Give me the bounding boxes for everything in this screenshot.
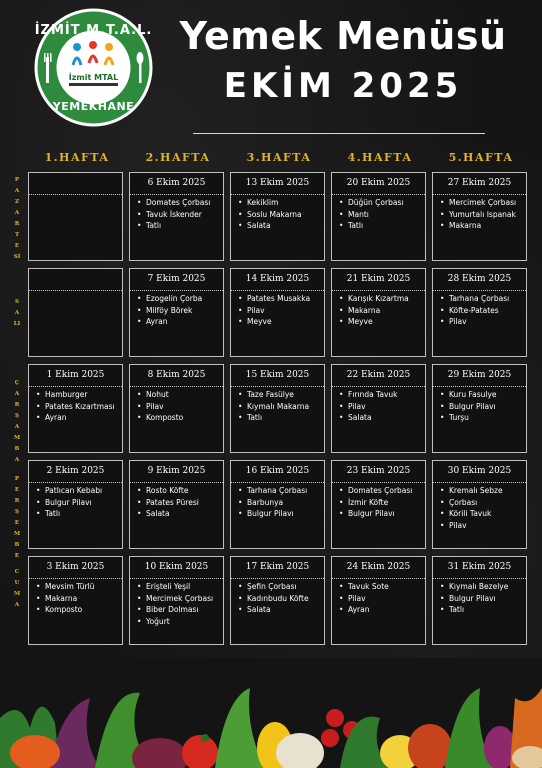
menu-cell [129,268,224,357]
day-label-thursday [10,474,24,562]
meal-item: • Tatlı [45,508,122,520]
meal-list [130,483,223,520]
meal-list [433,291,526,328]
meal-list [231,195,324,232]
meal-item: • Salata [348,412,425,424]
meal-item: • Bulgur Pilavı [449,593,526,605]
meal-list [130,387,223,424]
menu-cell [129,172,224,261]
cell-date: 24 Ekim 2025 [332,557,425,579]
meal-item: • Ayran [348,604,425,616]
meal-list [29,579,122,616]
cell-date: 30 Ekim 2025 [433,461,526,483]
meal-list [29,387,122,424]
meal-item: • Tavuk İskender [146,209,223,221]
cell-date: 16 Ekim 2025 [231,461,324,483]
meal-item: • Salata [146,508,223,520]
week-header-5: 5.HAFTA [448,151,514,164]
meal-item: • Ezogelin Çorba [146,293,223,305]
page-title: Yemek Menüsü [179,14,507,58]
logo-top-text: İZMİT M.T.A.L. [34,23,153,38]
meal-item: • Komposto [146,412,223,424]
meal-item: • Turşu [449,412,526,424]
cell-date: 6 Ekim 2025 [130,173,223,195]
menu-cell [28,460,123,549]
cell-date: 7 Ekim 2025 [130,269,223,291]
cell-date: 23 Ekim 2025 [332,461,425,483]
meal-item: • Tarhana Çorbası [449,293,526,305]
week-header-1: 1.HAFTA [44,151,110,164]
menu-cell [331,556,426,645]
menu-cell [331,268,426,357]
meal-item: • Tavuk Sote [348,581,425,593]
page-subtitle-month: EKİM 2025 [223,66,463,106]
cell-date: 22 Ekim 2025 [332,365,425,387]
meal-list [332,387,425,424]
meal-item: • Salata [247,220,324,232]
meal-item: • Kıymalı Makarna [247,401,324,413]
week-header-2: 2.HAFTA [145,151,211,164]
day-label-monday [10,175,24,263]
menu-cell [432,460,527,549]
meal-item: • Patlıcan Kebabı [45,485,122,497]
menu-cell [129,556,224,645]
menu-cell [230,556,325,645]
meal-item: • Pilav [247,305,324,317]
meal-list [231,291,324,328]
meal-item: • Mercimek Çorbası [146,593,223,605]
meal-item: • Biber Dolması [146,604,223,616]
meal-list [29,195,122,197]
meal-item: • Makarna [45,593,122,605]
day-label-text: ÇARŞAMBA [13,380,21,463]
menu-cell [129,364,224,453]
meal-item: • Meyve [348,316,425,328]
meal-item: • Karışık Kızartma [348,293,425,305]
meal-item: • Pilav [449,316,526,328]
meal-item: • Körili Tavuk [449,508,526,520]
meal-item: • Pilav [146,401,223,413]
meal-item: • Nohut [146,389,223,401]
cell-date: 8 Ekim 2025 [130,365,223,387]
meal-item: • Şefin Çorbası [247,581,324,593]
menu-cell [230,172,325,261]
meal-item: • Pilav [348,401,425,413]
cell-date [29,269,122,291]
meal-list [29,483,122,520]
week-header-4: 4.HAFTA [347,151,413,164]
meal-item: • Pilav [449,520,526,532]
meal-item: • Kıymalı Bezelye [449,581,526,593]
cell-date: 27 Ekim 2025 [433,173,526,195]
meal-item: • Düğün Çorbası [348,197,425,209]
menu-cell [331,364,426,453]
meal-item: • Tatlı [146,220,223,232]
meal-item: • Ayran [45,412,122,424]
cell-date: 13 Ekim 2025 [231,173,324,195]
day-label-friday [10,567,24,611]
cell-date: 28 Ekim 2025 [433,269,526,291]
school-logo [33,7,154,128]
meal-item: • Mercimek Çorbası [449,197,526,209]
meal-item: • Kremalı Sebze [449,485,526,497]
cell-date: 31 Ekim 2025 [433,557,526,579]
meal-list [332,579,425,616]
cell-date: 1 Ekim 2025 [29,365,122,387]
cell-date: 2 Ekim 2025 [29,461,122,483]
cell-date: 20 Ekim 2025 [332,173,425,195]
meal-list [130,195,223,232]
meal-item: • Pilav [348,593,425,605]
logo-bottom-text: YEMEKHANE [52,100,135,113]
meal-item: • Fırında Tavuk [348,389,425,401]
meal-item: • Salata [247,604,324,616]
meal-item: • Ayran [146,316,223,328]
meal-item: • Kekiklim [247,197,324,209]
cell-date: 17 Ekim 2025 [231,557,324,579]
meal-item: • Kuru Fasulye [449,389,526,401]
cell-date: 21 Ekim 2025 [332,269,425,291]
meal-item: • Erişteli Yeşil [146,581,223,593]
meal-item: • Mevsim Türlü [45,581,122,593]
meal-list [433,387,526,424]
menu-cell [129,460,224,549]
meal-item: • Bulgur Pilavı [449,401,526,413]
meal-item: • Komposto [45,604,122,616]
cell-date: 3 Ekim 2025 [29,557,122,579]
day-label-wednesday [10,378,24,466]
meal-item: • Patates Kızartması [45,401,122,413]
meal-item: • Hamburger [45,389,122,401]
cell-date: 9 Ekim 2025 [130,461,223,483]
meal-list [433,483,526,531]
meal-item: • Patates Musakka [247,293,324,305]
menu-cell [230,460,325,549]
meal-item: • Çorbası [449,497,526,509]
meal-item: • Domates Çorbası [348,485,425,497]
day-label-tuesday [10,297,24,330]
cell-date: 10 Ekim 2025 [130,557,223,579]
logo-middle-text: İzmit MTAL [68,73,119,82]
meal-item: • Mantı [348,209,425,221]
meal-item: • Tarhana Çorbası [247,485,324,497]
menu-cell [28,556,123,645]
meal-item: • Tatlı [449,604,526,616]
day-label-text: SALI [13,299,21,327]
meal-list [332,483,425,520]
meal-item: • Domates Çorbası [146,197,223,209]
menu-cell [432,364,527,453]
cell-date: 14 Ekim 2025 [231,269,324,291]
day-label-text: PAZARTESİ [13,177,21,260]
menu-cell [230,268,325,357]
meal-item: • Milföy Börek [146,305,223,317]
meal-list [433,195,526,232]
meal-item: • Meyve [247,316,324,328]
menu-cell [28,364,123,453]
meal-item: • Soslu Makarna [247,209,324,221]
menu-cell [331,460,426,549]
week-header-3: 3.HAFTA [246,151,312,164]
meal-list [332,291,425,328]
menu-cell [230,364,325,453]
day-label-text: CUMA [13,569,21,608]
menu-cell [432,556,527,645]
menu-cell [432,268,527,357]
day-label-text: PERŞEMBE [13,476,21,559]
cell-date: 29 Ekim 2025 [433,365,526,387]
meal-list [29,291,122,293]
meal-list [231,387,324,424]
menu-cell [331,172,426,261]
meal-item: • Taze Fasülye [247,389,324,401]
meal-item: • Barbunya [247,497,324,509]
meal-list [433,579,526,616]
meal-list [130,291,223,328]
meal-item: • Makarna [449,220,526,232]
meal-item: • Makarna [348,305,425,317]
meal-list [130,579,223,627]
menu-cell [28,268,123,357]
meal-list [332,195,425,232]
vegetables-decoration [0,658,542,768]
meal-item: • Yoğurt [146,616,223,628]
meal-item: • Patates Püresi [146,497,223,509]
menu-cell [432,172,527,261]
meal-item: • Rosto Köfte [146,485,223,497]
meal-item: • Yumurtalı Ispanak [449,209,526,221]
meal-item: • İzmir Köfte [348,497,425,509]
meal-list [231,483,324,520]
cell-date: 15 Ekim 2025 [231,365,324,387]
menu-cell [28,172,123,261]
cell-date [29,173,122,195]
meal-item: • Bulgur Pilavı [348,508,425,520]
meal-list [231,579,324,616]
meal-item: • Bulgur Pilavı [247,508,324,520]
meal-item: • Köfte-Patates [449,305,526,317]
meal-item: • Tatlı [247,412,324,424]
title-divider [193,133,485,134]
meal-item: • Kadınbudu Köfte [247,593,324,605]
meal-item: • Bulgur Pilavı [45,497,122,509]
meal-item: • Tatlı [348,220,425,232]
